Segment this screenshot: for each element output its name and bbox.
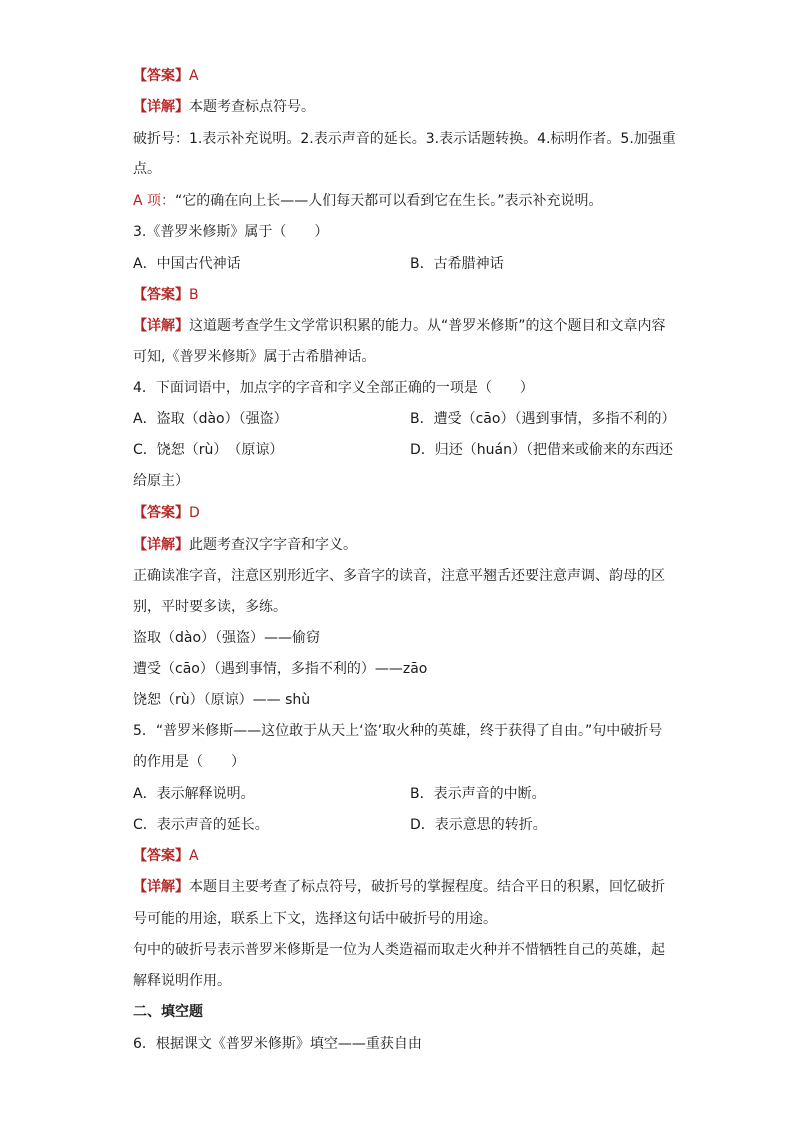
text-line: 别，平时要多读，多练。 — [133, 599, 287, 615]
text-line: 号可能的用途，联系上下文，选择这句话中破折号的用途。 — [133, 911, 497, 927]
text-line: 给原主） — [133, 473, 189, 489]
detail-line — [133, 97, 315, 117]
text-line: 遭受（cāo）（遇到事情，多指不利的）——zāo — [133, 661, 428, 677]
answer-label: 【答案】 — [133, 68, 189, 84]
answer-line — [133, 285, 199, 305]
detail-text: 这道题考查学生文学常识积累的能力。从“普罗米修斯”的这个题目和文章内容 — [189, 318, 666, 334]
option-c: C．表示声音的延长。 — [133, 817, 269, 833]
detail-text: 此题考查汉字字音和字义。 — [189, 537, 357, 553]
text-content: “它的确在向上长——人们每天都可以看到它在生长。”表示补充说明。 — [175, 193, 603, 209]
option-a: A．盗取（dào）（强盗） — [133, 411, 288, 427]
detail-line — [133, 316, 666, 336]
detail-text: 本题目主要考查了标点符号，破折号的掌握程度。结合平日的积累，回忆破折 — [189, 879, 665, 895]
detail-label: 【详解】 — [133, 537, 189, 553]
detail-label: 【详解】 — [133, 99, 189, 115]
text-line: 点。 — [133, 161, 161, 177]
detail-line — [133, 535, 357, 555]
section-heading: 二、填空题 — [133, 1004, 203, 1020]
text-line: 盗取（dào）（强盗）——偷窃 — [133, 630, 321, 646]
answer-value: A — [189, 68, 199, 84]
question-5: 5．“普罗米修斯——这位敢于从天上‘盗’取火种的英雄，终于获得了自由。”句中破折号 — [133, 723, 663, 739]
option-b: B．表示声音的中断。 — [410, 786, 546, 802]
text-line: 饶恕（rù）（原谅）—— shù — [133, 692, 311, 708]
answer-line — [133, 503, 200, 523]
option-d: D．表示意思的转折。 — [410, 817, 547, 833]
answer-value: B — [189, 287, 199, 303]
text-line: 正确读准字音，注意区别形近字、多音字的读音，注意平翘舌还要注意声调、韵母的区 — [133, 568, 665, 584]
question-3: 3.《普罗米修斯》属于（ ） — [133, 224, 329, 240]
answer-line — [133, 66, 199, 86]
detail-line — [133, 877, 665, 897]
question-6: 6．根据课文《普罗米修斯》填空——重获自由 — [133, 1036, 422, 1052]
text-line: 解释说明作用。 — [133, 973, 231, 989]
text-line: 可知,《普罗米修斯》属于古希腊神话。 — [133, 349, 376, 365]
question-4: 4．下面词语中，加点字的字音和字义全部正确的一项是（ ） — [133, 380, 534, 396]
text-line — [133, 191, 603, 211]
detail-label: 【详解】 — [133, 318, 189, 334]
answer-value: D — [189, 505, 200, 521]
answer-label: 【答案】 — [133, 287, 189, 303]
answer-line — [133, 846, 199, 866]
text-line: 的作用是（ ） — [133, 754, 245, 770]
text-line: 破折号：1.表示补充说明。2.表示声音的延长。3.表示话题转换。4.标明作者。5.加强重 — [133, 131, 676, 147]
detail-label: 【详解】 — [133, 879, 189, 895]
option-prefix: A 项： — [133, 193, 176, 209]
answer-value: A — [189, 848, 199, 864]
option-a: A．表示解释说明。 — [133, 786, 255, 802]
option-b: B．古希腊神话 — [410, 256, 504, 272]
answer-label: 【答案】 — [133, 848, 189, 864]
text-line: 句中的破折号表示普罗米修斯是一位为人类造福而取走火种并不惜牺牲自己的英雄，起 — [133, 942, 665, 958]
option-b: B．遭受（cāo）（遇到事情，多指不利的） — [410, 411, 676, 427]
option-d: D．归还（huán）（把借来或偷来的东西还 — [410, 442, 673, 458]
answer-label: 【答案】 — [133, 505, 189, 521]
option-c: C．饶恕（rù） （原谅） — [133, 442, 284, 458]
option-a: A．中国古代神话 — [133, 256, 241, 272]
detail-text: 本题考查标点符号。 — [189, 99, 315, 115]
